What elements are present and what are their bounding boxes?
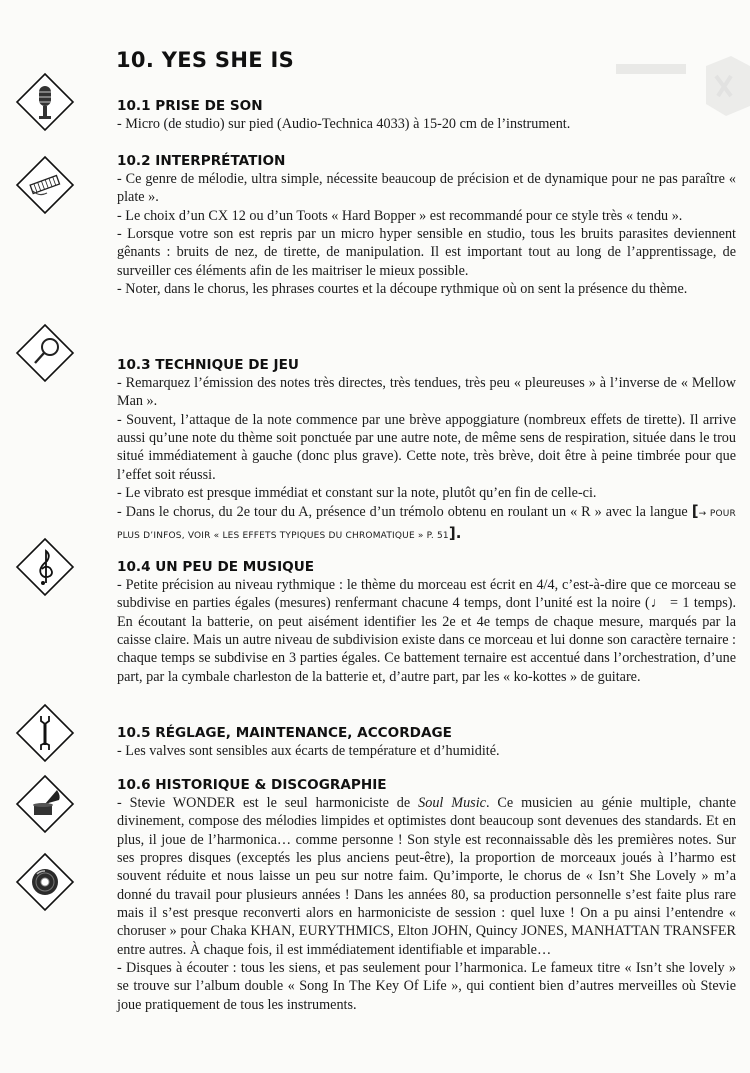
section-reglage: [117, 724, 736, 760]
harmonica-icon: [15, 155, 75, 215]
cross-reference: POUR PLUS D’INFOS, VOIR « LES EFFETS TYPIQUES DU CHROMATIQUE » P. 51: [117, 509, 736, 541]
section-heading: 10.2 INTERPRÉTATION: [117, 153, 286, 169]
paragraph: - Lorsque votre son est repris par un micro hyper sensible en studio, tous les bruits parasites deviennent gênants : bruits de nez, de tirette, de manipulation. Il est important tout au long de l’apprentissage, de surveiller ces éléments afin de les maitriser le mieux possible.: [117, 226, 736, 279]
section-prise-de-son: [117, 97, 736, 133]
paragraph: - Le vibrato est presque immédiat et constant sur la note, plutôt qu’en fin de celle-ci.: [117, 485, 597, 502]
paragraph: [117, 502, 736, 545]
paragraph-text: - Dans le chorus, du 2e tour du A, présence d’un trémolo obtenu en roulant un « R » avec la langue: [117, 504, 688, 521]
paragraph: - Le choix d’un CX 12 ou d’un Toots « Hard Bopper » est recommandé pour ce style très « tendu ».: [117, 207, 683, 224]
cd-icon: [15, 852, 75, 912]
section-heading: 10.1 PRISE DE SON: [117, 98, 263, 114]
wrench-icon: [15, 703, 75, 763]
section-interpretation: [117, 152, 736, 298]
section-heading: 10.3 TECHNIQUE DE JEU: [117, 357, 299, 373]
microphone-icon: [15, 72, 75, 132]
paragraph: - Ce genre de mélodie, ultra simple, nécessite beaucoup de précision et de dynamique pour ne pas paraître « plate ».: [117, 171, 736, 206]
section-heading: 10.4 UN PEU DE MUSIQUE: [117, 559, 315, 575]
paragraph: - Souvent, l’attaque de la note commence par une brève appoggiature (nombreux effets de tirette). Il arrive aussi qu’une note du thème soit ponctuée par une autre note, de même sens de respiration, située dans le trou situé immédiatement à gauche (donc plus grave). Cette note, très brève, doit être à peine timbrée pour que l’effet soit réussi.: [117, 411, 736, 483]
section-technique-de-jeu: [117, 356, 736, 545]
paragraph: - Les valves sont sensibles aux écarts de température et d’humidité.: [117, 743, 500, 759]
paragraph-text: - Stevie WONDER est le seul harmoniciste de: [117, 795, 419, 811]
paragraph: - Remarquez l’émission des notes très directes, très tendues, très peu « pleureuses » à l’inverse de « Mellow Man ».: [117, 375, 736, 410]
treble-clef-icon: [15, 537, 75, 597]
paragraph: [117, 794, 736, 959]
section-un-peu-de-musique: [117, 558, 736, 686]
paragraph: - Disques à écouter : tous les siens, et pas seulement pour l’harmonica. Le fameux titre « Isn’t she lovely » se trouve sur l’album double « Song In The Key Of Life », qui contient bien d’autres merveilles où Stevie joue pratiquement de tous les instruments.: [117, 960, 736, 1013]
section-historique-discographie: [117, 776, 736, 1014]
page-title: 10. YES SHE IS: [116, 48, 294, 72]
paragraph: - Noter, dans le chorus, les phrases courtes et la découpe rythmique où on sent la présence du thème.: [117, 281, 688, 298]
section-heading: 10.5 RÉGLAGE, MAINTENANCE, ACCORDAGE: [117, 725, 452, 741]
emphasis-text: Soul Music: [418, 795, 486, 811]
gramophone-icon: [15, 774, 75, 834]
section-heading: 10.6 HISTORIQUE & DISCOGRAPHIE: [117, 777, 387, 793]
magnifier-icon: [15, 323, 75, 383]
reference-arrow-icon: →: [698, 509, 710, 520]
paragraph-text: . Ce musicien au génie multiple, chante divinement, compose des mélodies limpides et optimistes dont beaucoup sont devenues des standards. Et en plus, il joue de l’harmonica… comme personne ! Son style est reconnaissable dès les premières notes. Sur ses propres disques (exceptés les plus anciens peut-être), la proportion de morceaux joués à l’harmo est souvent réduite et nous laisse un peu sur notre faim. Qu’importe, le chorus de « Isn’t She Lovely » m’a donné du travail pour plusieurs années ! Dans les années 80, sa production personnelle s’est faite plus rare mais il s’est presque reconverti alors en harmoniciste de session : quel luxe ! On a pu ainsi l’entendre « choruser » pour Chaka KHAN, EURYTHMICS, Elton JOHN, Quincy JONES, MANHATTAN TRANSFER entre autres. À chaque fois, il est immédiatement identifiable et imparable…: [117, 795, 737, 958]
reference-bracket-close: ].: [448, 523, 462, 542]
paragraph: - Micro (de studio) sur pied (Audio-Technica 4033) à 15-20 cm de l’instrument.: [117, 116, 571, 132]
paragraph: - Petite précision au niveau rythmique : le thème du morceau est écrit en 4/4, c’est-à-dire que ce morceau se subdivise en parties égales (mesures) renfermant chacune 4 temps, dont l’unité est la noire (♩ = 1 temps). En écoutant la batterie, on peut aisément identifier les 2e et 4e temps de chaque mesure, marqués par la caisse claire. Mais un autre niveau de subdivision existe dans ce morceau et lui donne son caractère ternaire : chaque temps se subdivise en 3 parties égales. Ce battement ternaire est accentué dans l’orchestration, d’une part, par la cymbale charleston de la batterie et, d’autre part, par les « ko-kottes » de guitare.: [117, 577, 736, 685]
reference-bracket-open: [: [691, 502, 699, 521]
